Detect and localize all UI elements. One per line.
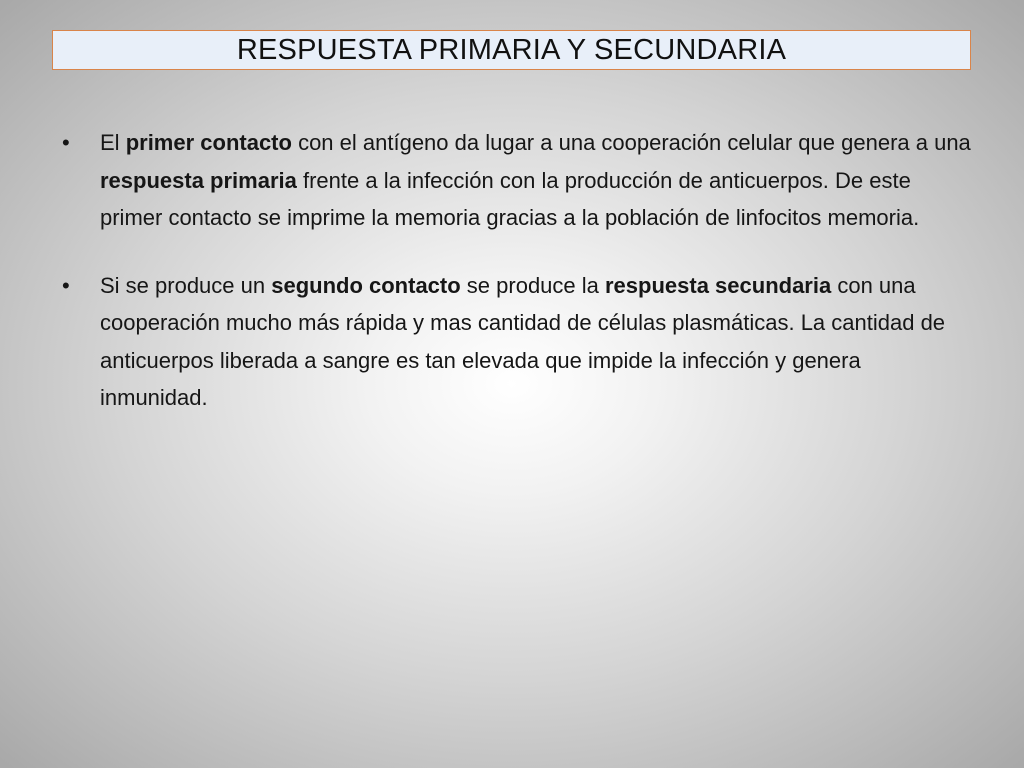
- text-segment: Si se produce un: [100, 272, 272, 298]
- text-segment: El: [100, 130, 126, 155]
- text-segment: frente a la infección con la producción de anticuerpos. De este primer contacto se imprime la memoria gracias a la población de linfocitos memoria.: [100, 167, 920, 230]
- slide-content: [62, 124, 972, 447]
- slide-title: RESPUESTA PRIMARIA Y SECUNDARIA: [236, 33, 787, 66]
- text-segment: se produce la: [460, 272, 605, 298]
- text-segment-bold: respuesta primaria: [100, 167, 297, 193]
- text-segment-bold: primer contacto: [125, 130, 292, 155]
- text-segment: con el antígeno da lugar a una cooperación celular que genera a una: [291, 130, 971, 155]
- text-segment: con una cooperación mucho más rápida y mas cantidad de células plasmáticas. La cantidad de anticuerpos liberada a sangre es tan elevada que impide la infección y genera inmunidad.: [100, 272, 946, 410]
- bullet-item-2: [62, 267, 972, 417]
- bullet-dot-icon: •: [62, 272, 70, 298]
- text-segment-bold: segundo contacto: [271, 272, 461, 298]
- bullet-text: [100, 130, 971, 230]
- bullet-list: [62, 124, 972, 417]
- bullet-dot-icon: •: [62, 130, 70, 155]
- title-box: [52, 30, 971, 70]
- bullet-item-1: [62, 124, 972, 237]
- text-segment-bold: respuesta secundaria: [605, 272, 832, 298]
- bullet-text: [100, 273, 945, 411]
